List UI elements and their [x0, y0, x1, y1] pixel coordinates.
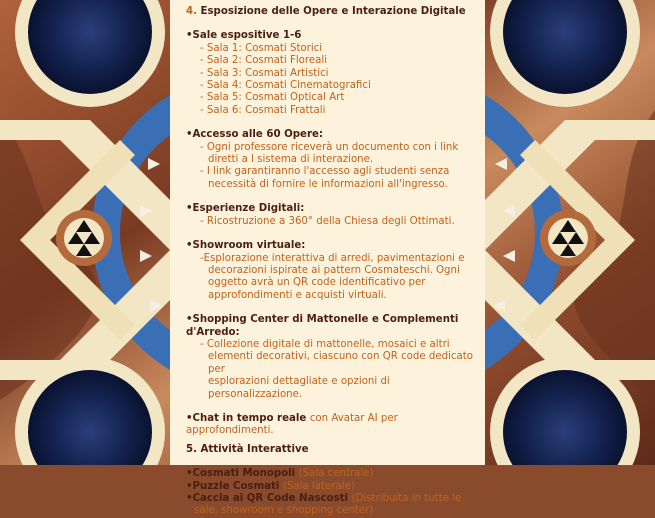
- accesso-line: - Ogni professore riceverà un documento con i link: [200, 141, 459, 153]
- showroom-line: oggetto avrà un QR code identificativo per: [208, 277, 426, 289]
- program-text: [186, 6, 482, 518]
- esperienze-line: - Ricostruzione a 360° della Chiesa degli Ottimati.: [200, 215, 455, 227]
- showroom-line: decorazioni ispirate ai pattern Cosmateschi. Ogni: [208, 264, 460, 276]
- attivita-detail: (Distribuita in tutte le: [351, 493, 462, 504]
- chat-line: [186, 413, 482, 438]
- shopping-line: - Collezione digitale di mattonelle, mosaici e altri: [200, 338, 450, 350]
- attivita-item: [186, 493, 482, 505]
- showroom-line: -Esplorazione interattiva di arredi, pavimentazioni e: [200, 252, 465, 264]
- attivita-item: [186, 481, 482, 493]
- chat-bold: •Chat in tempo reale: [186, 412, 310, 424]
- accesso-line: diretti a l sistema di interazione.: [208, 154, 374, 166]
- section-5-heading: 5. Attività Interattive: [186, 443, 309, 455]
- shopping-title: •Shopping Center di Mattonelle e Complementi d'Arredo:: [186, 314, 459, 338]
- attivita-detail: (Sala centrale): [298, 468, 374, 480]
- sala-item: - Sala 2: Cosmati Floreali: [200, 55, 328, 67]
- chat-rest: con Avatar AI per approfondimenti.: [186, 412, 398, 437]
- sala-item: - Sala 6: Cosmati Frattali: [200, 104, 326, 116]
- accesso-line: necessità di fornire le informazioni all'ingresso.: [208, 178, 448, 190]
- attivita-name: •Cosmati Monopoli: [186, 468, 299, 480]
- attivita-name: •Puzzle Cosmati: [186, 480, 283, 492]
- section-4-title: Esposizione delle Opere e Interazione Digitale: [196, 6, 466, 17]
- attivita-continuation: sale, showroom e shopping center): [194, 505, 374, 517]
- shopping-line: esplorazioni dettagliate e opzioni di personalizzazione.: [208, 376, 390, 400]
- showroom-title: •Showroom virtuale:: [186, 240, 306, 252]
- showroom-line: approfondimenti e acquisti virtuali.: [208, 289, 387, 301]
- attivita-detail: (Sala laterale): [282, 480, 355, 492]
- accesso-title: •Accesso alle 60 Opere:: [186, 129, 323, 141]
- sala-item: - Sala 3: Cosmati Artistici: [200, 67, 329, 79]
- section-4-heading: [186, 6, 482, 18]
- sale-title: •Sale espositive 1-6: [186, 30, 302, 42]
- shopping-line: elementi decorativi, ciascuno con QR code dedicato per: [208, 351, 473, 375]
- esperienze-title: •Esperienze Digitali:: [186, 203, 305, 215]
- accesso-line: - I link garantiranno l'accesso agli studenti senza: [200, 166, 450, 178]
- sala-item: - Sala 4: Cosmati Cinematografici: [200, 80, 371, 92]
- attivita-item: [186, 468, 482, 480]
- attivita-name: •Caccia ai QR Code Nascosti: [186, 493, 352, 504]
- sala-item: - Sala 1: Cosmati Storici: [200, 42, 323, 54]
- section-4-number: 4.: [186, 6, 197, 17]
- sala-item: - Sala 5: Cosmati Optical Art: [200, 92, 345, 104]
